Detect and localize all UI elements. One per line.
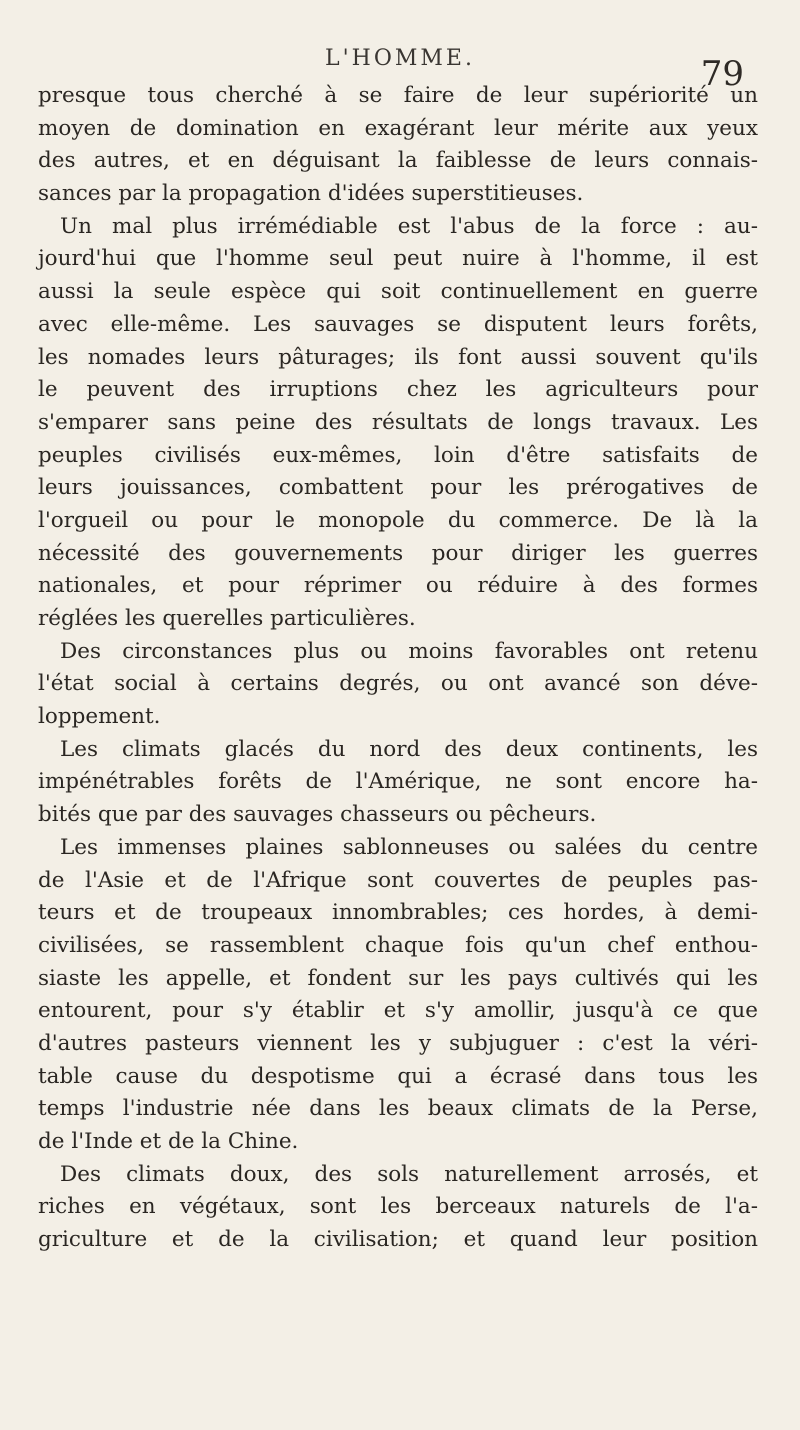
text-line: Les climats glacés du nord des deux continents, les (60, 736, 758, 762)
text-line: Des circonstances plus ou moins favorables ont retenu (60, 638, 758, 664)
text-line: nationales, et pour réprimer ou réduire à des formes (38, 573, 758, 599)
text-line: siaste les appelle, et fondent sur les pays cultivés qui les (38, 965, 758, 991)
text-line: impénétrables forêts de l'Amérique, ne sont encore ha- (38, 769, 758, 795)
text-line: civilisées, se rassemblent chaque fois qu'un chef enthou- (38, 932, 758, 958)
text-line: des autres, et en déguisant la faiblesse de leurs connais- (38, 148, 758, 174)
text-line: les nomades leurs pâturages; ils font aussi souvent qu'ils (38, 344, 758, 370)
text-line: sances par la propagation d'idées superstitieuses. (38, 181, 584, 207)
text-line: teurs et de troupeaux innombrables; ces hordes, à demi- (38, 900, 758, 926)
text-line: leurs jouissances, combattent pour les prérogatives de (38, 475, 758, 501)
text-line: Les immenses plaines sablonneuses ou salées du centre (60, 834, 758, 860)
text-line: réglées les querelles particulières. (38, 606, 416, 631)
text-line: jourd'hui que l'homme seul peut nuire à l'homme, il est (38, 246, 758, 272)
body-text (38, 80, 758, 1257)
text-line: Des climats doux, des sols naturellement arrosés, et (60, 1161, 758, 1187)
text-line: peuples civilisés eux-mêmes, loin d'être satisfaits de (38, 442, 758, 468)
page-number: 79 (700, 54, 744, 94)
text-line: de l'Inde et de la Chine. (38, 1129, 299, 1154)
text-line: entourent, pour s'y établir et s'y amollir, jusqu'à ce que (38, 998, 758, 1024)
text-line: loppement. (38, 704, 161, 730)
text-line: moyen de domination en exagérant leur mérite aux yeux (38, 115, 758, 141)
text-line: Un mal plus irrémédiable est l'abus de la force : au- (60, 213, 758, 239)
text-line: d'autres pasteurs viennent les y subjuguer : c'est la véri- (38, 1030, 758, 1056)
running-title: L'HOMME. (325, 46, 475, 71)
text-line: l'état social à certains degrés, ou ont avancé son déve- (38, 671, 758, 697)
text-line: avec elle-même. Les sauvages se disputent leurs forêts, (38, 311, 758, 337)
text-line: s'emparer sans peine des résultats de longs travaux. Les (38, 409, 758, 435)
text-line: de l'Asie et de l'Afrique sont couvertes de peuples pas- (38, 867, 758, 893)
text-line: bités que par des sauvages chasseurs ou pêcheurs. (38, 802, 597, 828)
text-line: le peuvent des irruptions chez les agriculteurs pour (38, 377, 758, 403)
text-line: presque tous cherché à se faire de leur supériorité un (38, 83, 758, 108)
text-line: table cause du despotisme qui a écrasé dans tous les (38, 1063, 758, 1089)
text-line: griculture et de la civilisation; et quand leur position (38, 1227, 758, 1253)
text-line: l'orgueil ou pour le monopole du commerce. De là la (38, 507, 758, 533)
text-line: nécessité des gouvernements pour diriger les guerres (38, 540, 758, 566)
text-line: aussi la seule espèce qui soit continuellement en guerre (38, 279, 758, 305)
text-line: temps l'industrie née dans les beaux climats de la Perse, (38, 1096, 758, 1122)
text-line: riches en végétaux, sont les berceaux naturels de l'a- (38, 1194, 758, 1220)
